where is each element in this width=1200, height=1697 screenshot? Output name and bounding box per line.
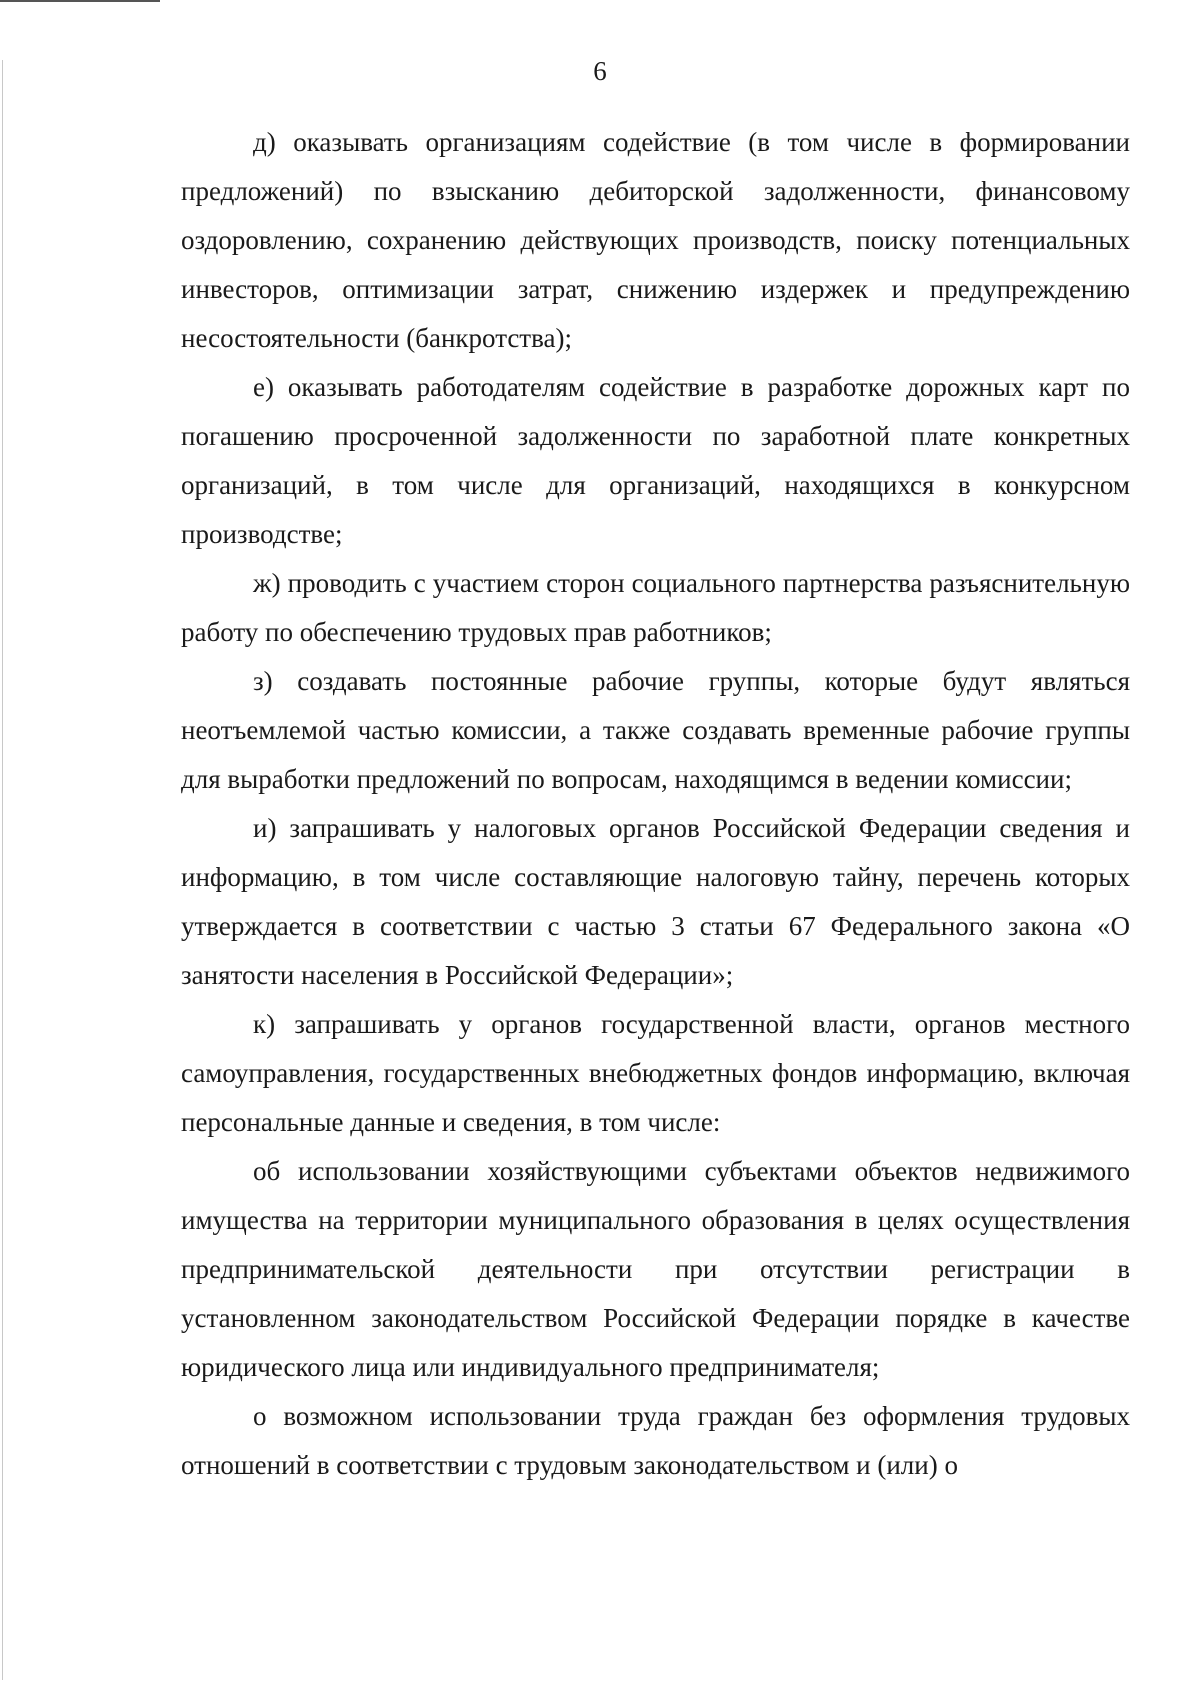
scan-left-border	[2, 60, 3, 1680]
paragraph-i: и) запрашивать у налоговых органов Российской Федерации сведения и информацию, в том числе составляющие налоговую тайну, перечень которых утверждается в соответствии с частью 3 статьи 67 Федерального закона «О занятости населения в Российской Федерации»;	[181, 813, 1130, 990]
paragraph-k: к) запрашивать у органов государственной власти, органов местного самоуправления, государственных внебюджетных фондов информацию, включая персональные данные и сведения, в том числе:	[181, 1009, 1130, 1137]
paragraph-property-use: об использовании хозяйствующими субъектами объектов недвижимого имущества на территории муниципального образования в целях осуществления предпринимательской деятельности при отсутствии регистрации в установленном законодательством Российской Федерации порядке в качестве юридического лица или индивидуального предпринимателя;	[181, 1156, 1130, 1382]
page-number: 6	[593, 56, 607, 86]
paragraph-e: е) оказывать работодателям содействие в разработке дорожных карт по погашению просроченной задолженности по заработной плате конкретных организаций, в том числе для организаций, находящихся в конкурсном производстве;	[181, 372, 1130, 549]
paragraph-informal-labor: о возможном использовании труда граждан без оформления трудовых отношений в соответствии с трудовым законодательством и (или) о	[181, 1401, 1130, 1480]
paragraph-zh: ж) проводить с участием сторон социального партнерства разъяснительную работу по обеспечению трудовых прав работников;	[181, 568, 1130, 647]
paragraph-z: з) создавать постоянные рабочие группы, которые будут являться неотъемлемой частью комиссии, а также создавать временные рабочие группы для выработки предложений по вопросам, находящимся в ведении комиссии;	[181, 666, 1130, 794]
document-body	[181, 118, 1130, 1490]
paragraph-d: д) оказывать организациям содействие (в том числе в формировании предложений) по взысканию дебиторской задолженности, финансовому оздоровлению, сохранению действующих производств, поиску потенциальных инвесторов, оптимизации затрат, снижению издержек и предупреждению несостоятельности (банкротства);	[181, 127, 1130, 353]
scan-top-edge	[0, 0, 160, 2]
